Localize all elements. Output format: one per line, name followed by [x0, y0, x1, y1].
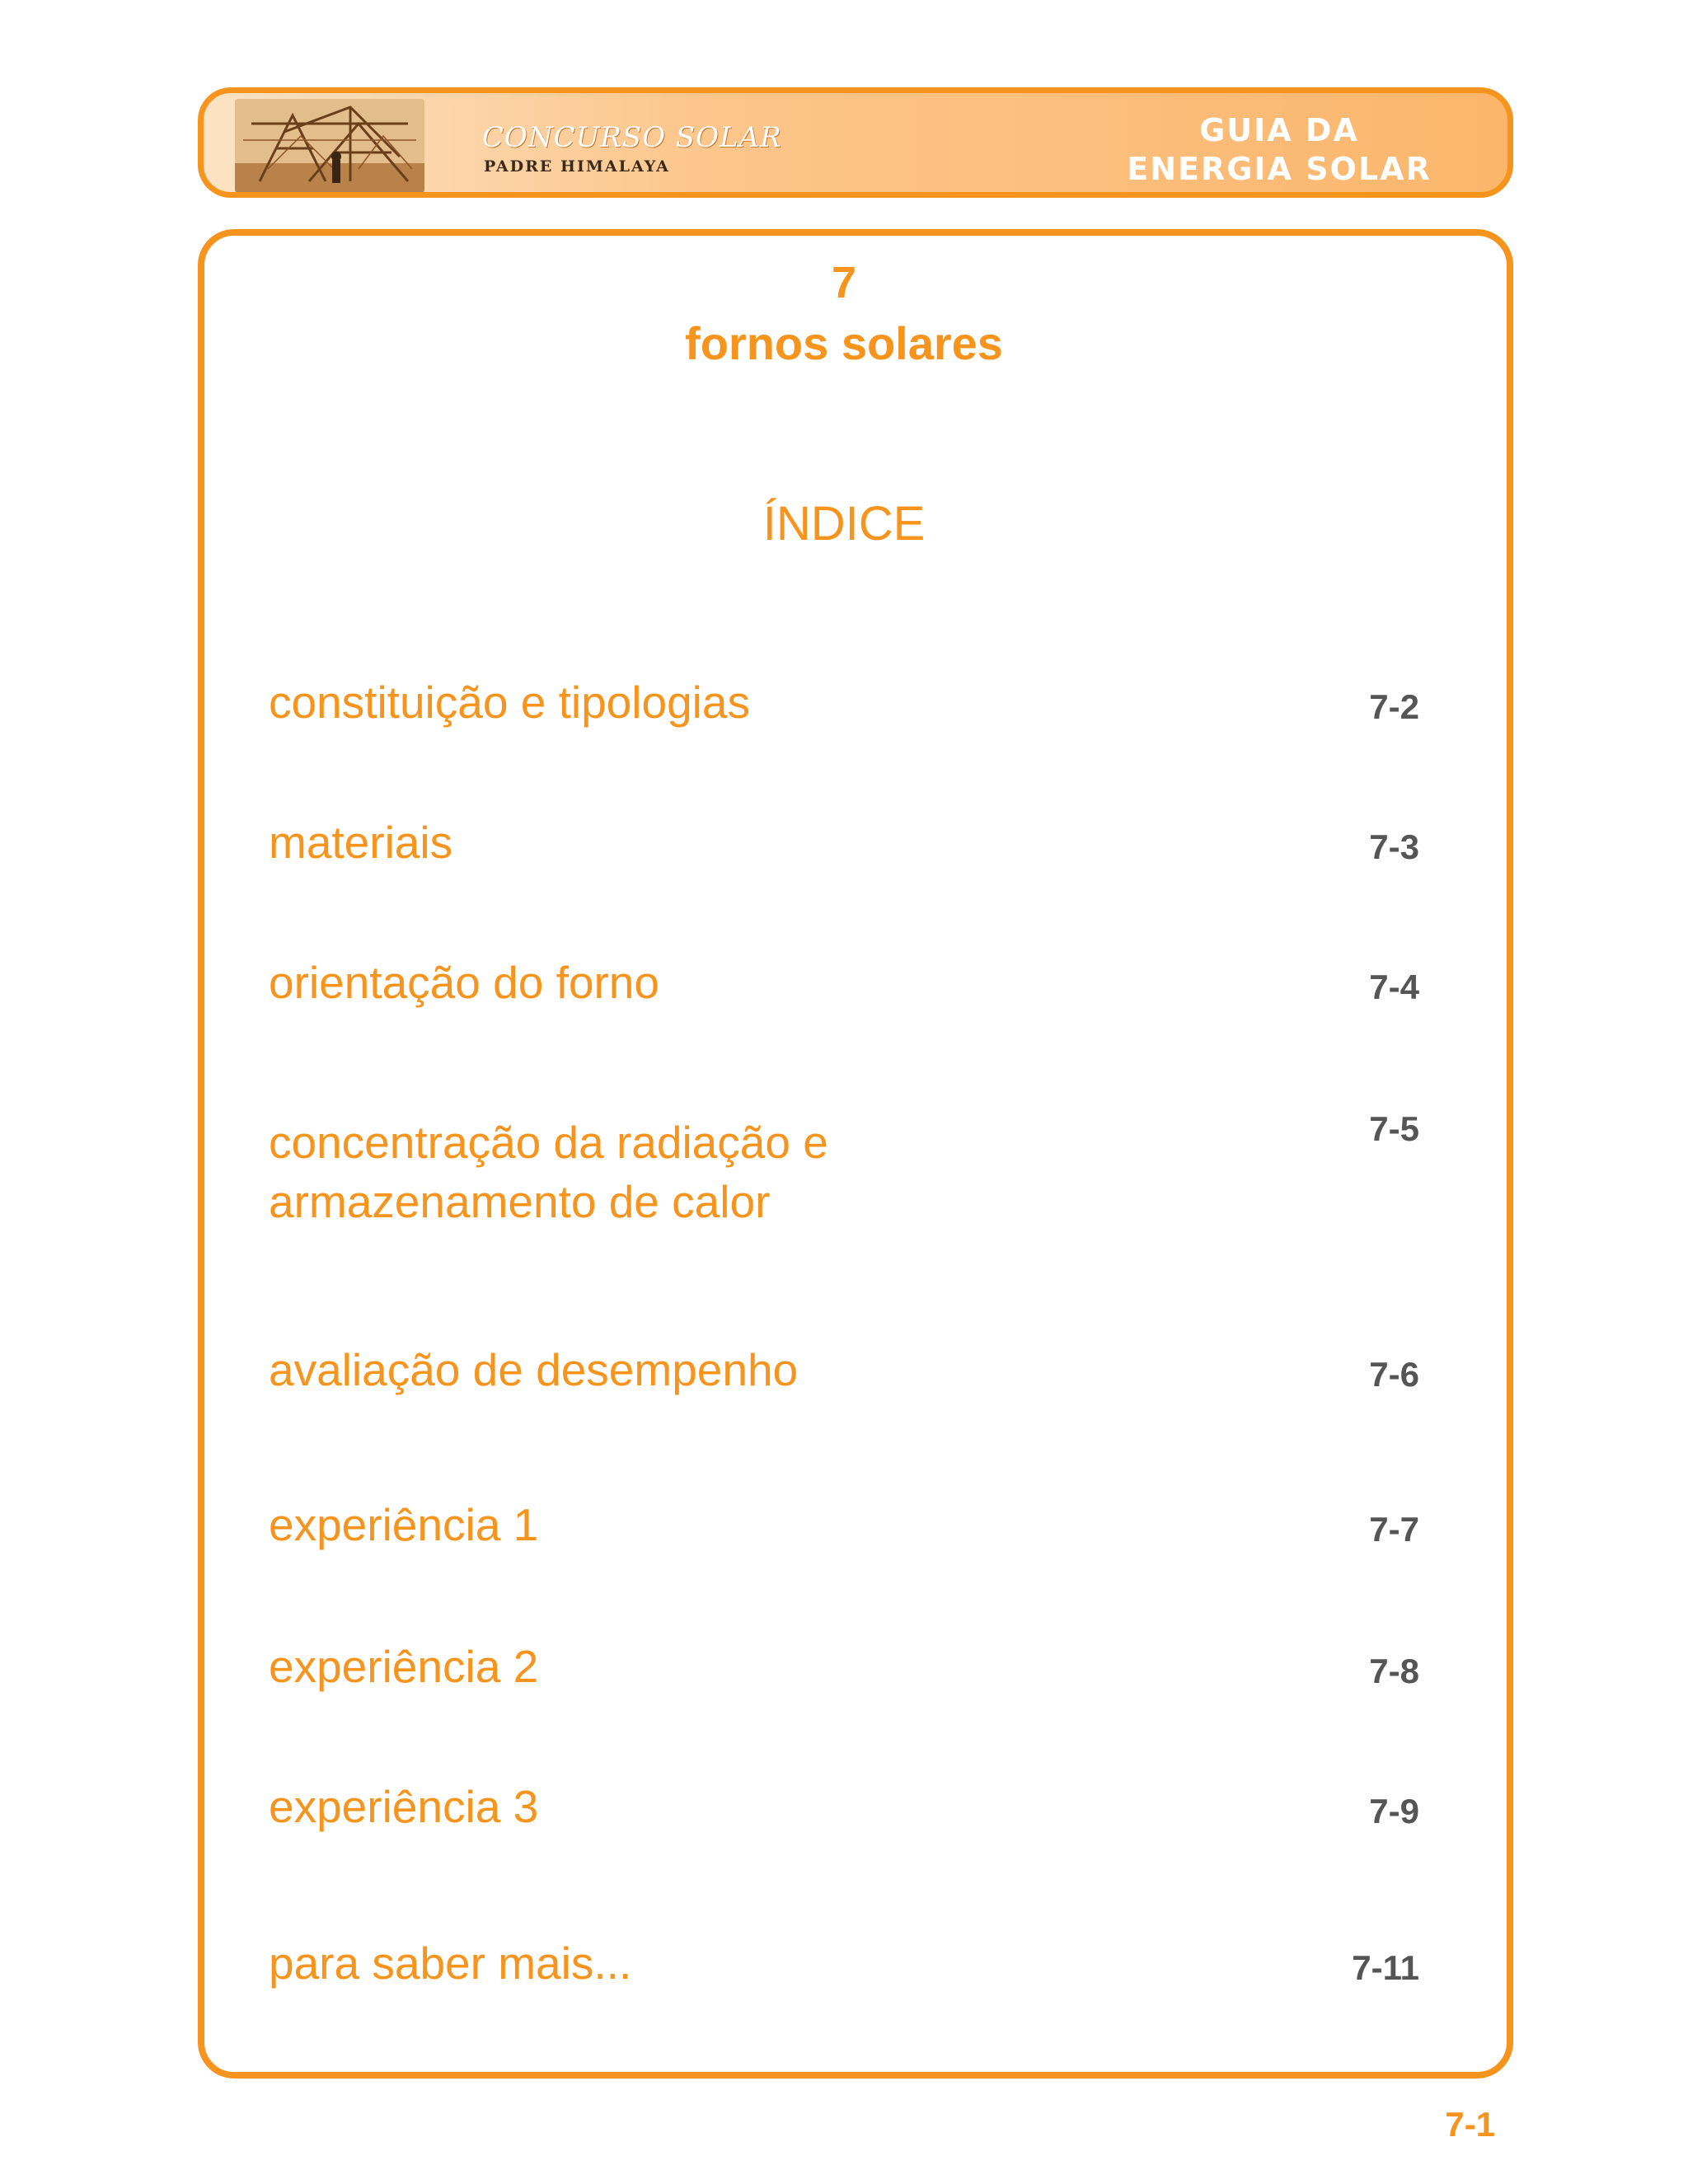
toc-entry-label[interactable]: avaliação de desempenho — [269, 1344, 799, 1395]
toc-entry-label[interactable]: experiência 1 — [269, 1499, 539, 1550]
brand-title: CONCURSO SOLAR — [482, 121, 782, 154]
toc-entry-label[interactable]: materiais — [269, 817, 453, 868]
toc-entry-label[interactable]: experiência 2 — [269, 1641, 539, 1692]
index-heading: ÍNDICE — [762, 497, 926, 551]
page-number: 7-1 — [1445, 2105, 1495, 2144]
toc-entry-label-line1[interactable]: concentração da radiação e — [269, 1117, 828, 1168]
chapter-number: 7 — [831, 258, 857, 307]
toc-entry-page[interactable]: 7-8 — [1369, 1652, 1419, 1690]
toc-entry-page[interactable]: 7-2 — [1369, 687, 1419, 726]
toc-entry-page[interactable]: 7-11 — [1352, 1948, 1419, 1987]
guide-title-line2: ENERGIA SOLAR — [1127, 151, 1432, 187]
guide-title-line1: GUIA DA — [1199, 112, 1359, 148]
header-banner — [198, 87, 1513, 198]
toc-entry-page[interactable]: 7-4 — [1369, 968, 1419, 1006]
brand-subtitle: PADRE HIMALAYA — [484, 157, 670, 176]
toc-entry-page[interactable]: 7-6 — [1369, 1355, 1419, 1394]
chapter-title: fornos solares — [685, 317, 1003, 369]
toc-entry-label[interactable]: para saber mais... — [269, 1938, 632, 1989]
toc-entry-label[interactable]: experiência 3 — [269, 1781, 539, 1832]
pyrheliophor-photo-icon — [235, 99, 424, 193]
toc-entry-page[interactable]: 7-5 — [1369, 1109, 1419, 1148]
toc-entry-page[interactable]: 7-9 — [1369, 1792, 1419, 1830]
guide-title — [1057, 111, 1502, 189]
toc-entry-label[interactable]: constituição e tipologias — [269, 677, 750, 728]
toc-entry-page[interactable]: 7-3 — [1369, 827, 1419, 866]
toc-entry-page[interactable]: 7-7 — [1369, 1510, 1419, 1549]
toc-entry-label-line2[interactable]: armazenamento de calor — [269, 1176, 771, 1227]
toc-entry-label[interactable]: orientação do forno — [269, 957, 659, 1008]
